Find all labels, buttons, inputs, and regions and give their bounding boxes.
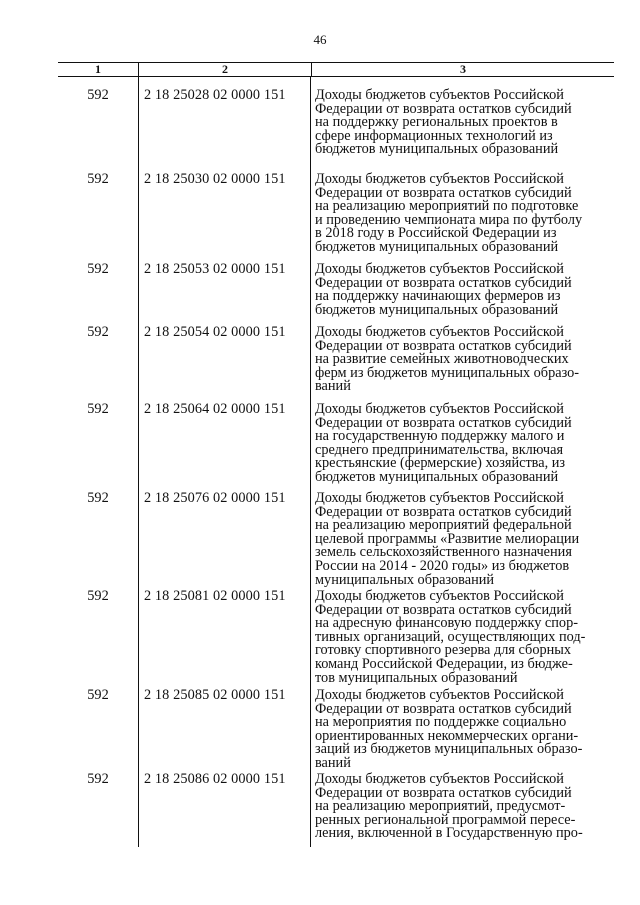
description-line: на развитие семейных животноводческих [315, 351, 569, 368]
header-col-2: 2 [138, 63, 311, 76]
table-header [58, 62, 614, 77]
description-line: Доходы бюджетов субъектов Российской [315, 687, 564, 703]
description-line: ренных региональной программой пересе- [315, 811, 576, 828]
description-line: в 2018 году в Российской Федерации из [315, 225, 557, 242]
description-line: на поддержку начинающих фермеров из [315, 288, 561, 305]
description-line: муниципальных образований [315, 571, 495, 588]
description-line: и проведению чемпионата мира по футболу [315, 211, 583, 228]
income-description [310, 263, 614, 317]
income-codes-table [58, 62, 614, 842]
table-row [58, 89, 614, 157]
description-line: Федерации от возврата остатков субсидий [315, 100, 572, 117]
table-row [58, 173, 614, 255]
income-description [310, 89, 614, 157]
description-line: ферм из бюджетов муниципальных образо- [315, 364, 580, 381]
admin-code: 592 [87, 261, 109, 277]
income-classification-code: 2 18 25053 02 0000 151 [144, 261, 286, 277]
income-description [310, 689, 614, 771]
description-line: заций из бюджетов муниципальных образо- [315, 741, 583, 758]
description-line: Доходы бюджетов субъектов Российской [315, 87, 564, 103]
income-classification-code: 2 18 25086 02 0000 151 [144, 771, 286, 787]
description-line: Федерации от возврата остатков субсидий [315, 184, 572, 201]
description-line: бюджетов муниципальных образований [315, 468, 559, 485]
description-line: Федерации от возврата остатков субсидий [315, 337, 572, 354]
admin-code: 592 [87, 687, 109, 703]
income-description [310, 590, 614, 685]
admin-code: 592 [87, 771, 109, 787]
page-number: 46 [313, 32, 327, 47]
table-row [58, 326, 614, 394]
description-line: бюджетов муниципальных образований [315, 301, 559, 318]
description-line: сфере информационных технологий из [315, 127, 553, 144]
description-line: России на 2014 - 2020 годы» из бюджетов [315, 557, 570, 574]
description-line: тивных организаций, осуществляющих под- [315, 628, 586, 645]
income-classification-code: 2 18 25064 02 0000 151 [144, 401, 286, 417]
income-description [310, 173, 614, 255]
description-line: Доходы бюджетов субъектов Российской [315, 771, 564, 787]
description-line: Федерации от возврата остатков субсидий [315, 700, 572, 717]
table-row [58, 263, 614, 317]
description-line: Федерации от возврата остатков субсидий [315, 601, 572, 618]
income-description [310, 492, 614, 587]
description-line: Доходы бюджетов субъектов Российской [315, 490, 564, 506]
description-line: Федерации от возврата остатков субсидий [315, 274, 572, 291]
description-line: на государственную поддержку малого и [315, 428, 565, 445]
description-line: на реализацию мероприятий, предусмот- [315, 798, 566, 815]
description-line: Доходы бюджетов субъектов Российской [315, 171, 564, 187]
table-row [58, 403, 614, 485]
description-line: ориентированных некоммерческих органи- [315, 727, 579, 744]
income-description [310, 326, 614, 394]
description-line: ваний [315, 754, 351, 771]
description-line: ваний [315, 378, 351, 395]
description-line: на мероприятия по поддержке социально [315, 714, 567, 731]
table-row [58, 689, 614, 771]
admin-code: 592 [87, 324, 109, 340]
income-classification-code: 2 18 25028 02 0000 151 [144, 87, 286, 103]
header-col-3: 3 [311, 63, 614, 76]
income-classification-code: 2 18 25081 02 0000 151 [144, 588, 286, 604]
description-line: на реализацию мероприятий по подготовке [315, 198, 579, 215]
description-line: на адресную финансовую поддержку спор- [315, 615, 578, 632]
table-row [58, 773, 614, 841]
header-col-1: 1 [95, 62, 101, 76]
description-line: среднего предпринимательства, включая [315, 441, 564, 458]
table-row [58, 492, 614, 587]
description-line: Федерации от возврата остатков субсидий [315, 414, 572, 431]
income-classification-code: 2 18 25054 02 0000 151 [144, 324, 286, 340]
income-classification-code: 2 18 25085 02 0000 151 [144, 687, 286, 703]
admin-code: 592 [87, 171, 109, 187]
description-line: бюджетов муниципальных образований [315, 141, 559, 158]
description-line: Федерации от возврата остатков субсидий [315, 503, 572, 520]
description-line: Доходы бюджетов субъектов Российской [315, 401, 564, 417]
description-line: целевой программы «Развитие мелиорации [315, 530, 580, 547]
description-line: тов муниципальных образований [315, 669, 518, 686]
income-description [310, 773, 614, 841]
description-line: готовку спортивного резерва для сборных [315, 642, 572, 659]
description-line: на реализацию мероприятий федеральной [315, 517, 572, 534]
admin-code: 592 [87, 87, 109, 103]
admin-code: 592 [87, 401, 109, 417]
income-classification-code: 2 18 25030 02 0000 151 [144, 171, 286, 187]
table-row [58, 590, 614, 685]
description-line: Доходы бюджетов субъектов Российской [315, 324, 564, 340]
income-description [310, 403, 614, 485]
description-line: Доходы бюджетов субъектов Российской [315, 588, 564, 604]
description-line: бюджетов муниципальных образований [315, 238, 559, 255]
description-line: команд Российской Федерации, из бюдже- [315, 655, 573, 672]
description-line: Доходы бюджетов субъектов Российской [315, 261, 564, 277]
description-line: на поддержку региональных проектов в [315, 114, 558, 131]
description-line: крестьянские (фермерские) хозяйства, из [315, 455, 566, 472]
description-line: ления, включенной в Государственную про- [315, 825, 583, 842]
description-line: Федерации от возврата остатков субсидий [315, 784, 572, 801]
admin-code: 592 [87, 490, 109, 506]
description-line: земель сельскохозяйственного назначения [315, 544, 572, 561]
admin-code: 592 [87, 588, 109, 604]
income-classification-code: 2 18 25076 02 0000 151 [144, 490, 286, 506]
